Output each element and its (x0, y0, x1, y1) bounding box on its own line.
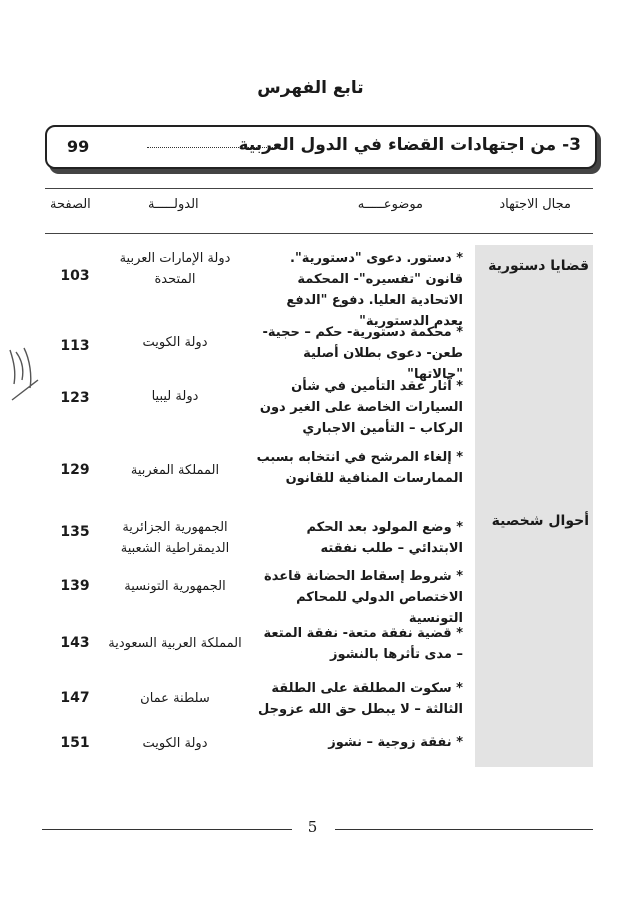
footer-rule-left (42, 829, 292, 830)
entry-topic: * إلغاء المرشح في انتخابه بسبب الممارسات المنافية للقانون (256, 450, 463, 486)
category-column-shade (475, 245, 593, 767)
page-number: 5 (307, 818, 318, 836)
entry-country: الجمهورية التونسية (124, 579, 226, 594)
category-personal-status: أحوال شخصية (491, 513, 589, 529)
header-field: مجال الاجتهاد (499, 197, 571, 212)
entry-page: 129 (60, 462, 90, 478)
entry-country: المملكة المغربية (130, 463, 220, 478)
entry-country: دولة ليبيا (151, 389, 199, 404)
entry-topic: * قضية نفقة متعة- نفقة المتعة – مدى تأثرها بالنشوز (263, 626, 463, 662)
header-bottom-rule (45, 233, 593, 234)
entry-page: 135 (60, 524, 90, 540)
entry-topic: * نفقة زوجية – نشوز (328, 735, 463, 750)
header-topic: موضوعـــــه (357, 197, 423, 212)
section-title: 3- من اجتهادات القضاء في الدول العربية (238, 135, 581, 155)
section-box (45, 125, 597, 169)
entry-topic: * دستور. دعوى "دستورية". قانون "تفسيره"- المحكمة الاتحادية العليا. دفوع "الدفع بعدم الدستورية" (286, 251, 463, 329)
entry-page: 123 (60, 390, 90, 406)
entry-page: 139 (60, 578, 90, 594)
entry-page: 113 (60, 338, 90, 354)
category-constitutional: قضايا دستورية (488, 258, 589, 274)
entry-country: دولة الكويت (142, 335, 208, 350)
entry-country: سلطنة عمان (140, 691, 210, 706)
footer-rule-right (335, 829, 593, 830)
page-title: تابع الفهرس (257, 78, 364, 98)
entry-topic: * سكوت المطلقة على الطلقة الثالثة – لا يبطل حق الله عزوجل (257, 681, 463, 717)
entry-page: 147 (60, 690, 90, 706)
entry-country: دولة الإمارات العربية المتحدة (119, 251, 231, 287)
entry-country: المملكة العربية السعودية (108, 636, 242, 651)
section-page: 99 (67, 137, 90, 156)
entry-topic: * شروط إسقاط الحضانة قاعدة الاختصاص الدولي للمحاكم التونسية (264, 569, 463, 626)
header-country: الدولـــــة (148, 197, 199, 212)
entry-topic: * وضع المولود بعد الحكم الابتدائي – طلب نفقته (306, 520, 463, 556)
entry-topic: * آثار عقد التأمين في شأن السيارات الخاصة على الغير دون الركاب – التأمين الاجباري (259, 379, 463, 436)
leader-dots (147, 147, 275, 148)
entry-page: 103 (60, 268, 90, 284)
header-page: الصفحة (50, 197, 91, 212)
entry-country: دولة الكويت (142, 736, 208, 751)
entry-country: الجمهورية الجزائرية الديمقراطية الشعبية (120, 520, 230, 556)
entry-page: 151 (60, 735, 90, 751)
header-top-rule (45, 188, 593, 189)
entry-page: 143 (60, 635, 90, 651)
handwritten-mark-icon (4, 340, 44, 410)
entry-topic: * محكمة دستورية- حكم – حجية- طعن- دعوى بطلان أصلية "حالاتها" (262, 325, 463, 382)
